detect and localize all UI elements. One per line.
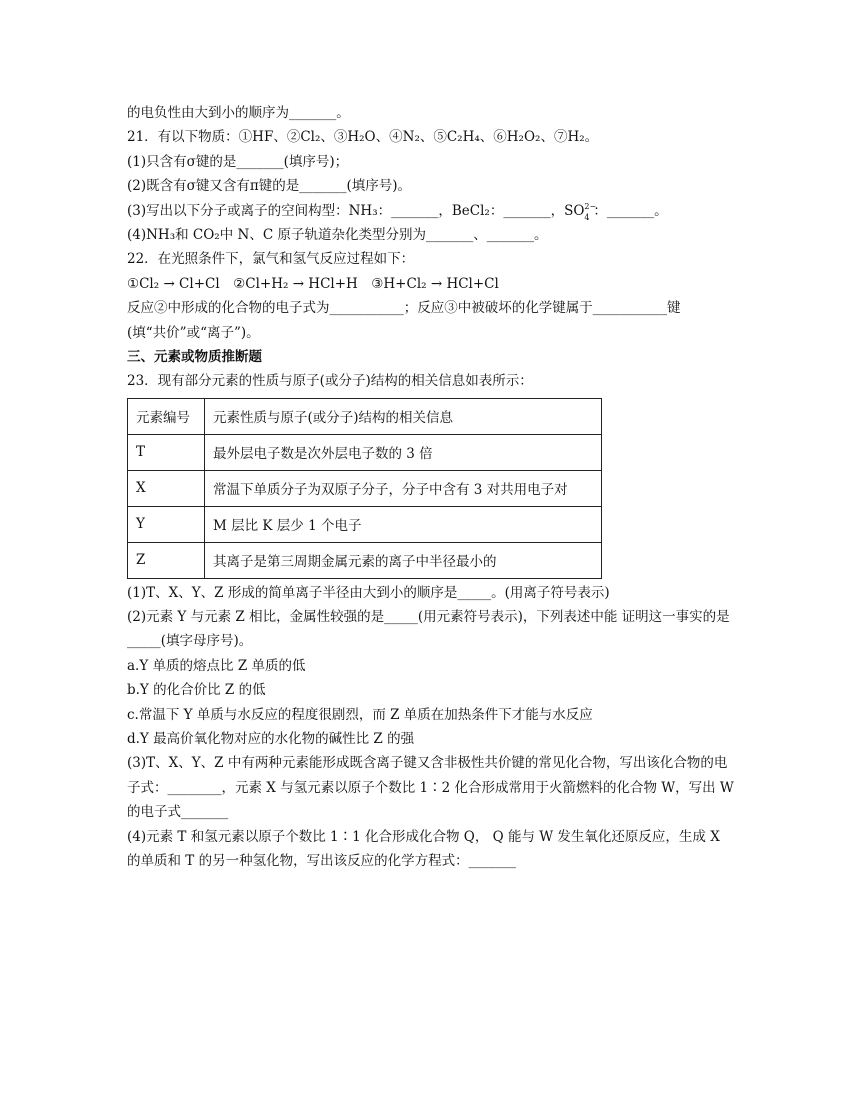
- question-22-text-cont: (填“共价”或“离子”)。: [127, 324, 260, 341]
- table-cell: Y: [128, 506, 205, 542]
- table-cell: 其离子是第三周期金属元素的离子中半径最小的: [205, 542, 602, 578]
- table-header-cell: 元素编号: [128, 398, 205, 434]
- question-22: 22．在光照条件下，氯气和氢气反应过程如下：: [127, 251, 415, 268]
- option-b: b.Y 的化合价比 Z 的低: [127, 682, 266, 699]
- table-cell: M 层比 K 层少 1 个电子: [205, 506, 602, 542]
- question-21-part-3: [127, 199, 737, 223]
- text-line: 的电负性由大到小的顺序为_______。: [127, 105, 350, 121]
- part-3-text: (3)写出以下分子或离子的空间构型：NH₃：_______，BeCl₂：_______，SO: [127, 202, 585, 219]
- reaction-equations: ①Cl₂ → Cl+Cl ②Cl+H₂ → HCl+H ③H+Cl₂ → HCl+Cl: [127, 275, 499, 292]
- table-cell: T: [128, 434, 205, 470]
- question-23: 23．现有部分元素的性质与原子(或分子)结构的相关信息如表所示：: [127, 373, 533, 390]
- question-21-part-4: (4)NH₃和 CO₂中 N、C 原子轨道杂化类型分别为_______、_______。: [127, 226, 548, 243]
- question-21-part-1: (1)只含有σ键的是_______(填序号)；: [127, 153, 349, 170]
- document-page: [127, 101, 737, 873]
- table-cell: 最外层电子数是次外层电子数的 3 倍: [205, 434, 602, 470]
- table-header-cell: 元素性质与原子(或分子)结构的相关信息: [205, 398, 602, 434]
- question-21: 21．有以下物质：①HF、②Cl₂、③H₂O、④N₂、⑤C₂H₄、⑥H₂O₂、⑦H₂。: [127, 129, 599, 146]
- so4-subscript: 4: [584, 212, 590, 222]
- so4-scripts: [584, 201, 597, 222]
- table-cell: X: [128, 470, 205, 506]
- question-23-part-3: (3)T、X、Y、Z 中有两种元素能形成既含离子键又含非极性共价键的常见化合物，写出该化合物的电子式：________，元素 X 与氢元素以原子个数比 1∶2 化合形成常用于火箭燃料的化合物 W，写出 W 的电子式_______: [127, 755, 734, 821]
- part-3-tail: ：_______。: [593, 202, 668, 219]
- question-21-part-2: (2)既含有σ键又含有π键的是_______(填序号)。: [127, 178, 411, 195]
- table-row: [128, 470, 602, 506]
- table-cell: Z: [128, 542, 205, 578]
- option-d: d.Y 最高价氧化物对应的水化物的碱性比 Z 的强: [127, 731, 415, 748]
- table-row: [128, 434, 602, 470]
- question-22-text: 反应②中形成的化合物的电子式为___________；反应③中被破坏的化学键属于___________键: [127, 300, 681, 317]
- table-row: [128, 506, 602, 542]
- question-23-part-2: (2)元素 Y 与元素 Z 相比，金属性较强的是_____(用元素符号表示)，下列表述中能 证明这一事实的是_____(填字母序号)。: [127, 609, 730, 650]
- table-cell: 常温下单质分子为双原子分子，分子中含有 3 对共用电子对: [205, 470, 602, 506]
- question-23-part-4: (4)元素 T 和氢元素以原子个数比 1∶1 化合形成化合物 Q， Q 能与 W 发生氧化还原反应，生成 X 的单质和 T 的另一种氢化物，写出该反应的化学方程式：_______: [127, 828, 720, 870]
- question-23-part-1: (1)T、X、Y、Z 形成的简单离子半径由大到小的顺序是_____。(用离子符号表示): [127, 584, 610, 601]
- table-row: [128, 542, 602, 578]
- table-header-row: [128, 398, 602, 434]
- so4-charge: 2−: [584, 201, 597, 211]
- option-c: c.常温下 Y 单质与水反应的程度很剧烈，而 Z 单质在加热条件下才能与水反应: [127, 706, 593, 723]
- element-info-table: [127, 398, 602, 579]
- section-heading: 三、元素或物质推断题: [127, 348, 262, 365]
- option-a: a.Y 单质的熔点比 Z 单质的低: [127, 657, 306, 674]
